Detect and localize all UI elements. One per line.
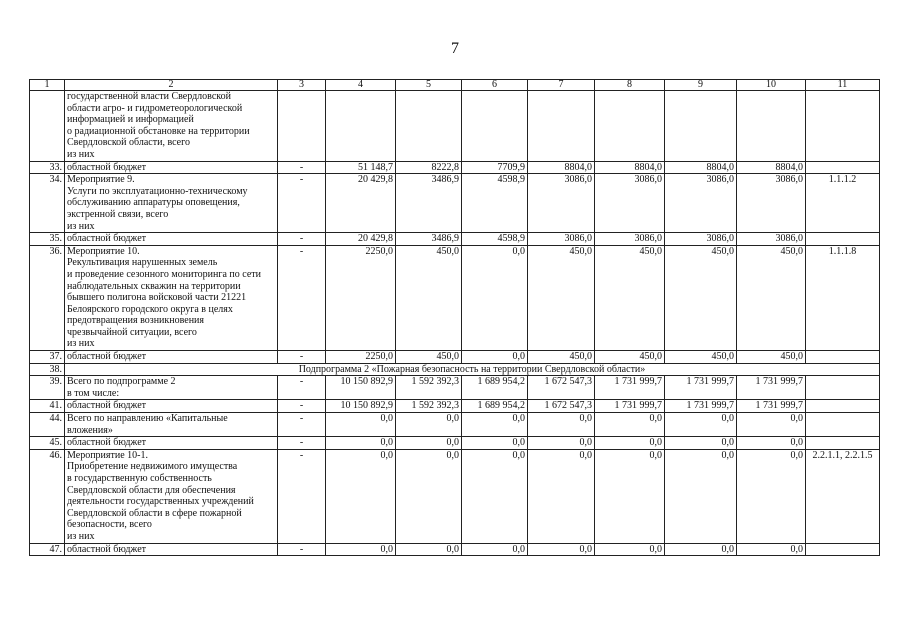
row-number: 47. (30, 543, 65, 556)
value-cell-c11 (806, 413, 880, 437)
value-cell-c7: 0,0 (528, 413, 595, 437)
description-line: области агро- и гидрометеорологической (67, 102, 243, 114)
description-line: Рекультивация нарушенных земель (67, 257, 218, 269)
value-cell-c4: 0,0 (326, 437, 396, 450)
description-line: безопасности, всего (67, 519, 152, 531)
value-cell-c10: 3086,0 (737, 174, 806, 233)
description-cell (65, 413, 278, 437)
value-cell-c7: 0,0 (528, 543, 595, 556)
value-cell-c6: 0,0 (462, 543, 528, 556)
value-cell-c8: 0,0 (595, 413, 665, 437)
value-cell-c7: 0,0 (528, 437, 595, 450)
value-cell-c10: 3086,0 (737, 233, 806, 246)
value-cell-c8: 0,0 (595, 543, 665, 556)
description-line: Мероприятие 10. (67, 245, 140, 257)
value-cell-c8: 8804,0 (595, 161, 665, 174)
value-cell-c4 (326, 91, 396, 162)
description-line: деятельности государственных учреждений (67, 496, 254, 508)
row-number: 37. (30, 351, 65, 364)
value-cell-c4: 0,0 (326, 449, 396, 543)
value-cell-c8: 3086,0 (595, 233, 665, 246)
description-line: областной бюджет (67, 437, 147, 449)
value-cell-c10: 0,0 (737, 413, 806, 437)
value-cell-c8: 0,0 (595, 437, 665, 450)
value-cell-c3 (278, 91, 326, 162)
value-cell-c3: - (278, 543, 326, 556)
table-row (30, 245, 880, 350)
description-line: чрезвычайной ситуации, всего (67, 326, 197, 338)
value-cell-c11 (806, 376, 880, 400)
value-cell-c5: 3486,9 (396, 233, 462, 246)
column-number-6: 6 (462, 80, 528, 91)
value-cell-c9: 450,0 (665, 245, 737, 350)
column-number-7: 7 (528, 80, 595, 91)
value-cell-c7: 8804,0 (528, 161, 595, 174)
value-cell-c5: 0,0 (396, 449, 462, 543)
description-line: в том числе: (67, 387, 120, 399)
description-line: областной бюджет (67, 543, 147, 555)
row-number: 34. (30, 174, 65, 233)
description-line: предотвращения возникновения (67, 315, 205, 327)
value-cell-c4: 51 148,7 (326, 161, 396, 174)
column-number-5: 5 (396, 80, 462, 91)
value-cell-c6: 7709,9 (462, 161, 528, 174)
value-cell-c9: 0,0 (665, 413, 737, 437)
description-cell (65, 233, 278, 246)
value-cell-c10 (737, 91, 806, 162)
value-cell-c8: 0,0 (595, 449, 665, 543)
description-line: Услуги по эксплуатационно-техническому (67, 185, 248, 197)
description-line: вложения» (67, 424, 113, 436)
value-cell-c4: 20 429,8 (326, 233, 396, 246)
value-cell-c6: 4598,9 (462, 174, 528, 233)
value-cell-c10: 450,0 (737, 351, 806, 364)
value-cell-c4: 10 150 892,9 (326, 400, 396, 413)
table-row (30, 174, 880, 233)
description-line: экстренной связи, всего (67, 208, 169, 220)
value-cell-c6 (462, 91, 528, 162)
value-cell-c3: - (278, 400, 326, 413)
value-cell-c4: 2250,0 (326, 351, 396, 364)
description-cell (65, 437, 278, 450)
description-line: Приобретение недвижимого имущества (67, 461, 238, 473)
description-line: и проведение сезонного мониторинга по сети (67, 268, 261, 280)
table-body (30, 91, 880, 556)
value-cell-c8: 1 731 999,7 (595, 376, 665, 400)
value-cell-c8: 1 731 999,7 (595, 400, 665, 413)
description-line: в государственную собственность (67, 473, 212, 484)
description-line: из них (67, 338, 95, 350)
value-cell-c10: 0,0 (737, 543, 806, 556)
value-cell-c3: - (278, 174, 326, 233)
description-line: Белоярского городского округа в целях (67, 303, 233, 315)
row-number: 44. (30, 413, 65, 437)
row-number: 41. (30, 400, 65, 413)
table-row (30, 413, 880, 437)
description-cell (65, 245, 278, 350)
value-cell-c7: 3086,0 (528, 174, 595, 233)
description-line: Свердловской области в сфере пожарной (67, 507, 242, 519)
value-cell-c11 (806, 400, 880, 413)
table-row (30, 543, 880, 556)
description-line: областной бюджет (67, 161, 147, 173)
value-cell-c4: 10 150 892,9 (326, 376, 396, 400)
column-number-2: 2 (65, 80, 278, 91)
description-cell (65, 543, 278, 556)
description-line: информацией и информацией (67, 114, 194, 126)
description-cell (65, 91, 278, 162)
column-number-10: 10 (737, 80, 806, 91)
description-line: бывшего полигона войсковой части 21221 (67, 292, 247, 304)
description-cell (65, 174, 278, 233)
row-number: 33. (30, 161, 65, 174)
value-cell-c9: 0,0 (665, 543, 737, 556)
column-number-1: 1 (30, 80, 65, 91)
row-number: 36. (30, 245, 65, 350)
value-cell-c6: 1 689 954,2 (462, 400, 528, 413)
row-number: 45. (30, 437, 65, 450)
value-cell-c11 (806, 91, 880, 162)
page-number: 7 (451, 40, 459, 57)
description-line: Всего по направлению «Капитальные (67, 413, 228, 425)
description-line: Свердловской области для обеспечения (67, 484, 236, 496)
value-cell-c3: - (278, 413, 326, 437)
value-cell-c5: 8222,8 (396, 161, 462, 174)
column-number-3: 3 (278, 80, 326, 91)
value-cell-c8 (595, 91, 665, 162)
budget-table (29, 79, 880, 556)
table-row (30, 376, 880, 400)
value-cell-c5: 0,0 (396, 543, 462, 556)
value-cell-c6: 0,0 (462, 245, 528, 350)
column-number-row (30, 80, 880, 91)
value-cell-c7: 450,0 (528, 351, 595, 364)
value-cell-c9: 1 731 999,7 (665, 376, 737, 400)
value-cell-c5: 1 592 392,3 (396, 376, 462, 400)
table-row (30, 449, 880, 543)
column-number-8: 8 (595, 80, 665, 91)
value-cell-c11 (806, 161, 880, 174)
value-cell-c10: 0,0 (737, 449, 806, 543)
value-cell-c10: 1 731 999,7 (737, 400, 806, 413)
row-number: 39. (30, 376, 65, 400)
value-cell-c5: 3486,9 (396, 174, 462, 233)
value-cell-c11: 1.1.1.8 (806, 245, 880, 350)
value-cell-c5: 450,0 (396, 245, 462, 350)
column-number-4: 4 (326, 80, 396, 91)
value-cell-c11 (806, 351, 880, 364)
value-cell-c3: - (278, 233, 326, 246)
value-cell-c9: 3086,0 (665, 233, 737, 246)
description-line: Всего по подпрограмме 2 (67, 376, 176, 388)
value-cell-c10: 450,0 (737, 245, 806, 350)
row-number: 38. (30, 363, 65, 376)
description-line: государственной власти Свердловской (67, 91, 231, 102)
table-row (30, 233, 880, 246)
description-cell (65, 161, 278, 174)
value-cell-c6: 1 689 954,2 (462, 376, 528, 400)
column-number-11: 11 (806, 80, 880, 91)
value-cell-c3: - (278, 449, 326, 543)
description-line: областной бюджет (67, 351, 147, 363)
table-row (30, 400, 880, 413)
value-cell-c7: 1 672 547,3 (528, 376, 595, 400)
value-cell-c7: 3086,0 (528, 233, 595, 246)
value-cell-c5 (396, 91, 462, 162)
value-cell-c6: 0,0 (462, 449, 528, 543)
description-line: из них (67, 220, 95, 232)
description-cell (65, 449, 278, 543)
value-cell-c8: 450,0 (595, 351, 665, 364)
value-cell-c8: 450,0 (595, 245, 665, 350)
description-line: Мероприятие 9. (67, 174, 135, 186)
description-cell (65, 400, 278, 413)
value-cell-c6: 0,0 (462, 437, 528, 450)
section-row (30, 363, 880, 376)
value-cell-c4: 0,0 (326, 413, 396, 437)
value-cell-c8: 3086,0 (595, 174, 665, 233)
value-cell-c3: - (278, 437, 326, 450)
value-cell-c9: 3086,0 (665, 174, 737, 233)
value-cell-c10: 8804,0 (737, 161, 806, 174)
description-cell (65, 376, 278, 400)
description-line: областной бюджет (67, 233, 147, 245)
value-cell-c5: 0,0 (396, 413, 462, 437)
value-cell-c7: 450,0 (528, 245, 595, 350)
value-cell-c6: 0,0 (462, 413, 528, 437)
value-cell-c7: 0,0 (528, 449, 595, 543)
row-number (30, 91, 65, 162)
value-cell-c10: 1 731 999,7 (737, 376, 806, 400)
description-line: Мероприятие 10-1. (67, 449, 148, 461)
value-cell-c4: 20 429,8 (326, 174, 396, 233)
value-cell-c7 (528, 91, 595, 162)
description-line: наблюдательных скважин на территории (67, 280, 241, 292)
value-cell-c5: 0,0 (396, 437, 462, 450)
value-cell-c11 (806, 437, 880, 450)
column-number-9: 9 (665, 80, 737, 91)
description-cell (65, 351, 278, 364)
value-cell-c4: 2250,0 (326, 245, 396, 350)
value-cell-c4: 0,0 (326, 543, 396, 556)
description-line: обслуживанию аппаратуры оповещения, (67, 197, 240, 209)
table-row (30, 161, 880, 174)
table-row (30, 437, 880, 450)
table-row (30, 351, 880, 364)
value-cell-c3: - (278, 351, 326, 364)
value-cell-c9: 1 731 999,7 (665, 400, 737, 413)
value-cell-c9: 0,0 (665, 437, 737, 450)
value-cell-c9: 450,0 (665, 351, 737, 364)
value-cell-c9: 0,0 (665, 449, 737, 543)
table-row (30, 91, 880, 162)
value-cell-c11 (806, 543, 880, 556)
value-cell-c10: 0,0 (737, 437, 806, 450)
value-cell-c3: - (278, 245, 326, 350)
value-cell-c9: 8804,0 (665, 161, 737, 174)
row-number: 46. (30, 449, 65, 543)
description-line: Свердловской области, всего (67, 137, 190, 149)
description-line: из них (67, 530, 95, 542)
section-title: Подпрограмма 2 «Пожарная безопасность на территории Свердловской области» (65, 363, 880, 376)
description-line: из них (67, 148, 95, 160)
value-cell-c7: 1 672 547,3 (528, 400, 595, 413)
value-cell-c9 (665, 91, 737, 162)
value-cell-c3: - (278, 376, 326, 400)
value-cell-c11 (806, 233, 880, 246)
value-cell-c5: 1 592 392,3 (396, 400, 462, 413)
value-cell-c11: 2.2.1.1, 2.2.1.5 (806, 449, 880, 543)
value-cell-c11: 1.1.1.2 (806, 174, 880, 233)
description-line: о радиационной обстановке на территории (67, 125, 250, 137)
value-cell-c6: 0,0 (462, 351, 528, 364)
value-cell-c5: 450,0 (396, 351, 462, 364)
value-cell-c6: 4598,9 (462, 233, 528, 246)
row-number: 35. (30, 233, 65, 246)
value-cell-c3: - (278, 161, 326, 174)
description-line: областной бюджет (67, 400, 147, 412)
